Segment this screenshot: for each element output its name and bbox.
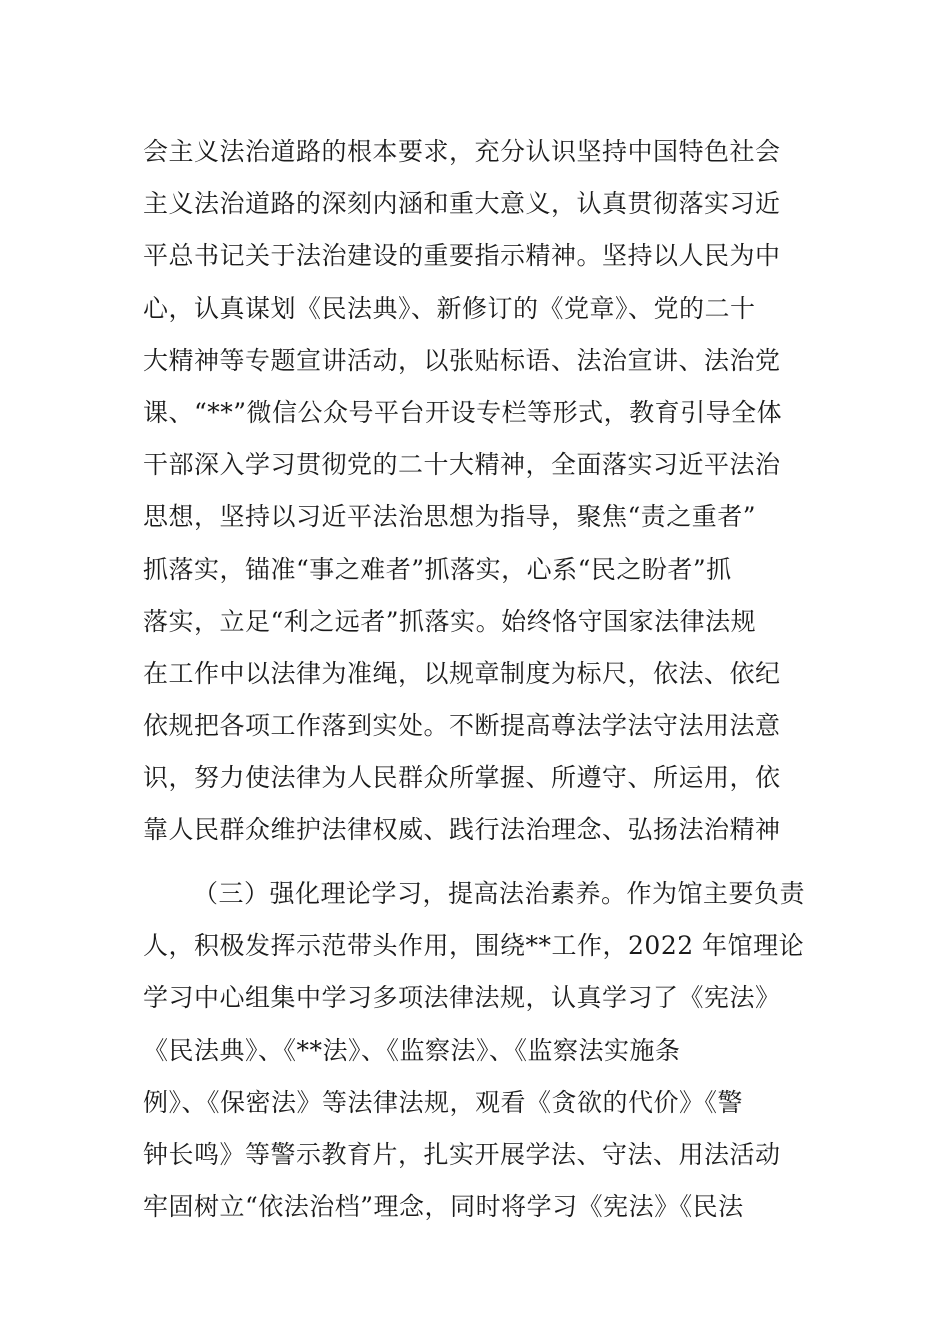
text-line: 靠人民群众维护法律权威、践行法治理念、弘扬法治精神	[143, 815, 781, 845]
text-line: 会主义法治道路的根本要求，充分认识坚持中国特色社会	[143, 137, 781, 166]
text-line: 抓落实，锚准“事之难者”抓落实，心系“民之盼者”抓	[143, 554, 732, 584]
text-line: 钟长鸣》等警示教育片，扎实开展学法、守法、用法活动	[143, 1139, 781, 1169]
section-heading-line: （三）强化理论学习，提高法治素养。作为馆主要负责	[193, 879, 806, 908]
paragraph-continued	[143, 126, 813, 857]
text-line: 例》、《保密法》等法律法规，观看《贪欲的代价》《警	[143, 1087, 744, 1117]
text-line: 《民法典》、《**法》、《监察法》、《监察法实施条	[143, 1035, 681, 1065]
text-line: 落实，立足“利之远者”抓落实。始终恪守国家法律法规	[143, 606, 757, 636]
text-line: 牢固树立“依法治档”理念，同时将学习《宪法》《民法	[143, 1192, 744, 1222]
text-line: 识，努力使法律为人民群众所掌握、所遵守、所运用，依	[143, 763, 781, 793]
text-line: 心，认真谋划《民法典》、新修订的《党章》、党的二十	[143, 293, 756, 323]
paragraph-section-3	[143, 868, 813, 1233]
text-line: 干部深入学习贯彻党的二十大精神，全面落实习近平法治	[143, 450, 781, 480]
text-line: 依规把各项工作落到实处。不断提高尊法学法守法用法意	[143, 711, 781, 741]
text-line: 主义法治道路的深刻内涵和重大意义，认真贯彻落实习近	[143, 189, 781, 219]
text-line: 人，积极发挥示范带头作用，围绕**工作，2022 年馆理论	[143, 931, 805, 961]
text-line: 思想，坚持以习近平法治思想为指导，聚焦“责之重者”	[143, 502, 757, 532]
text-line: 平总书记关于法治建设的重要指示精神。坚持以人民为中	[143, 241, 781, 271]
text-line: 课、“**”微信公众号平台开设专栏等形式，教育引导全体	[143, 397, 783, 427]
text-line: 大精神等专题宣讲活动，以张贴标语、法治宣讲、法治党	[143, 345, 781, 375]
text-line: 学习中心组集中学习多项法律法规，认真学习了《宪法》	[143, 983, 781, 1013]
text-line: 在工作中以法律为准绳，以规章制度为标尺，依法、依纪	[143, 658, 781, 688]
